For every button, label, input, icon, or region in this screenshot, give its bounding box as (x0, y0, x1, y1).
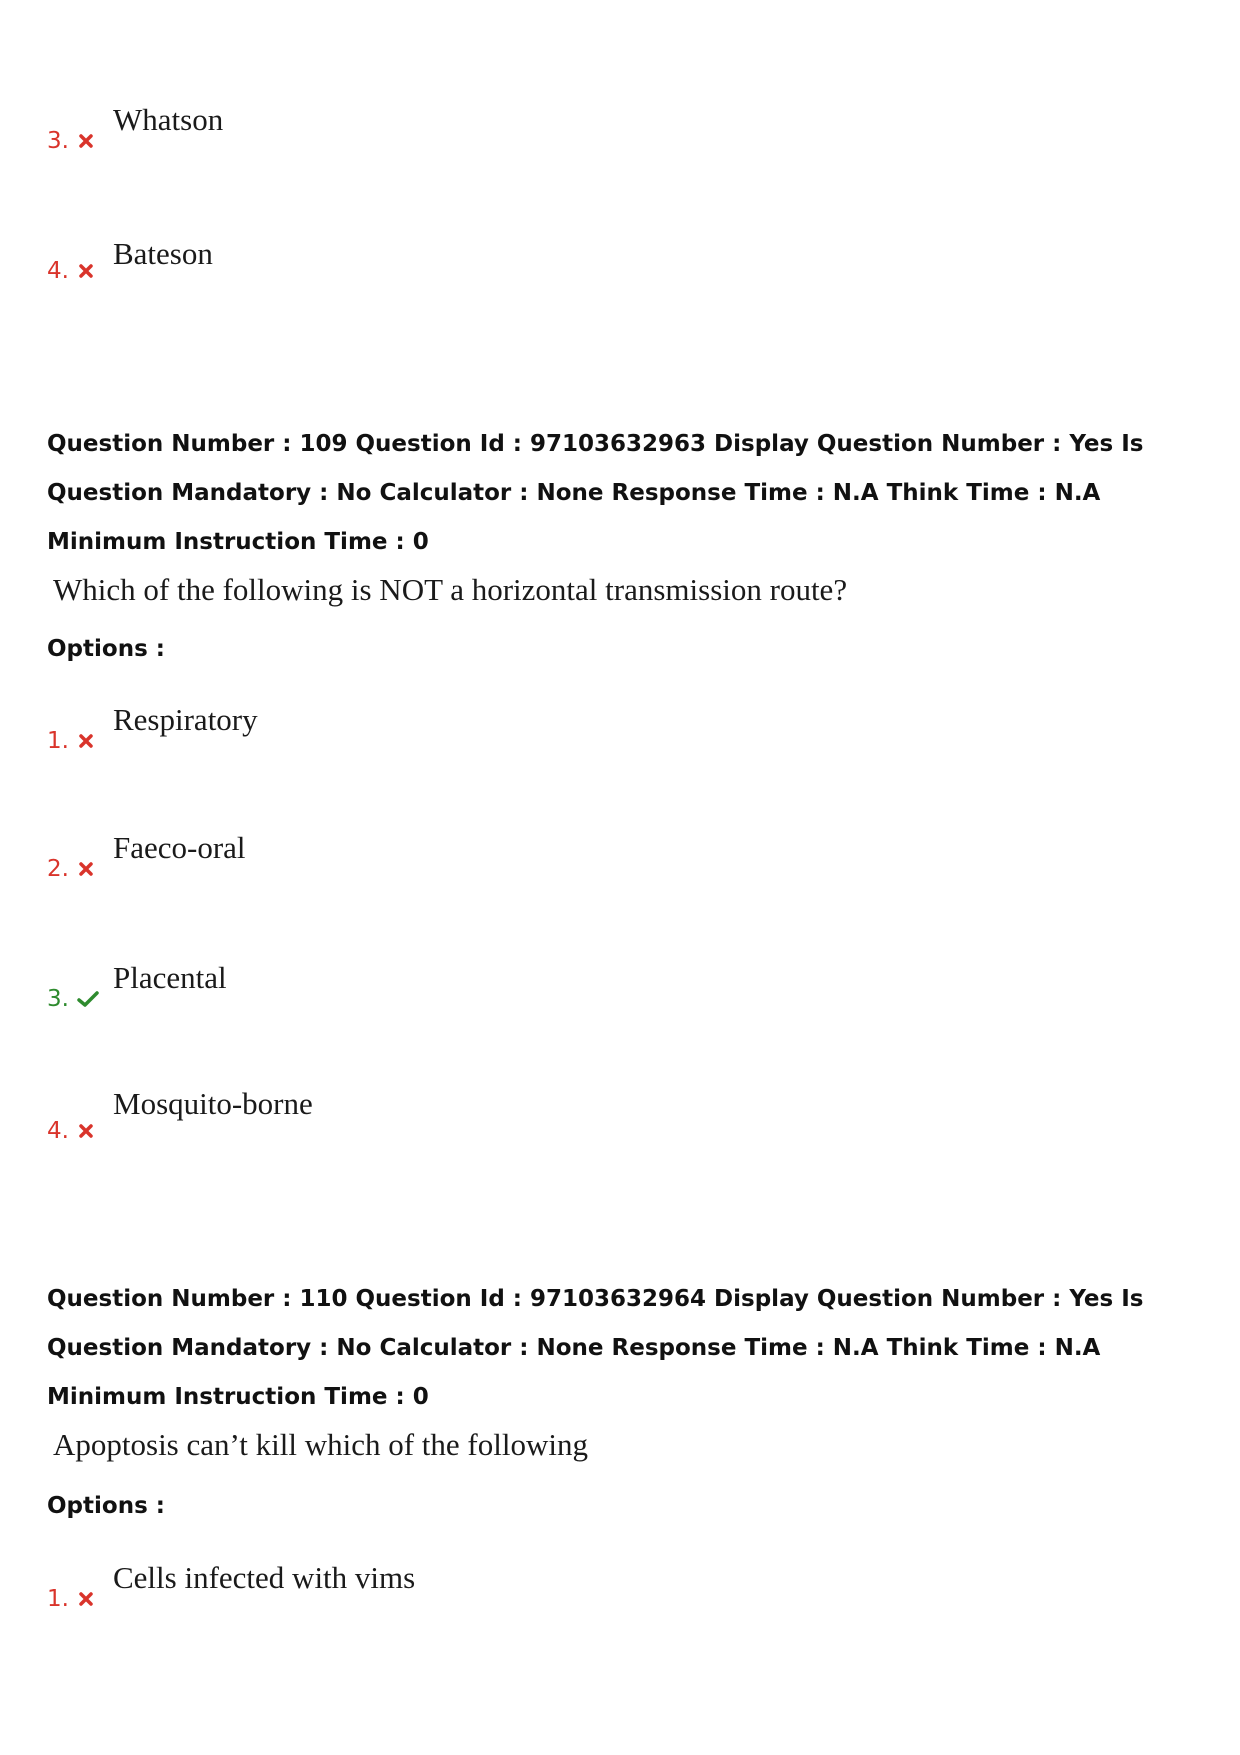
option-text: Cells infected with vims (113, 1560, 416, 1595)
option-number: 1. (47, 728, 69, 754)
option-item (47, 960, 947, 1028)
question-text: Apoptosis can’t kill which of the following (53, 1427, 588, 1462)
option-text: Respiratory (113, 702, 258, 737)
wrong-mark-icon (77, 860, 95, 878)
question-meta: Question Number : 110 Question Id : 97103632964 Display Question Number : Yes Is Question Mandatory : No Calculator : None Response Time : N.A Think Time : N.A Minimum Instruction Time : 0 (47, 1286, 1144, 1410)
option-item (47, 1560, 947, 1628)
option-item (47, 1086, 947, 1160)
option-text: Placental (113, 960, 227, 995)
option-text: Whatson (113, 102, 224, 137)
option-text: Bateson (113, 236, 213, 271)
question-text: Which of the following is NOT a horizontal transmission route? (53, 572, 848, 607)
option-number: 4. (47, 1118, 69, 1144)
option-item (47, 830, 947, 898)
wrong-mark-icon (77, 132, 95, 150)
option-item (47, 102, 947, 170)
question-meta: Question Number : 109 Question Id : 97103632963 Display Question Number : Yes Is Question Mandatory : No Calculator : None Response Time : N.A Think Time : N.A Minimum Instruction Time : 0 (47, 431, 1144, 555)
option-text: Faeco-oral (113, 830, 246, 865)
options-label: Options : (47, 636, 165, 662)
option-item (47, 236, 947, 300)
option-number: 2. (47, 856, 69, 882)
option-text: Mosquito-borne (113, 1086, 313, 1121)
options-label: Options : (47, 1493, 165, 1519)
wrong-mark-icon (77, 1590, 95, 1608)
option-item (47, 702, 947, 770)
wrong-mark-icon (77, 262, 95, 280)
option-number: 4. (47, 258, 69, 284)
wrong-mark-icon (77, 1122, 95, 1140)
option-number: 3. (47, 128, 69, 154)
option-number: 3. (47, 986, 69, 1012)
option-number: 1. (47, 1586, 69, 1612)
wrong-mark-icon (77, 732, 95, 750)
correct-check-icon (77, 990, 99, 1008)
